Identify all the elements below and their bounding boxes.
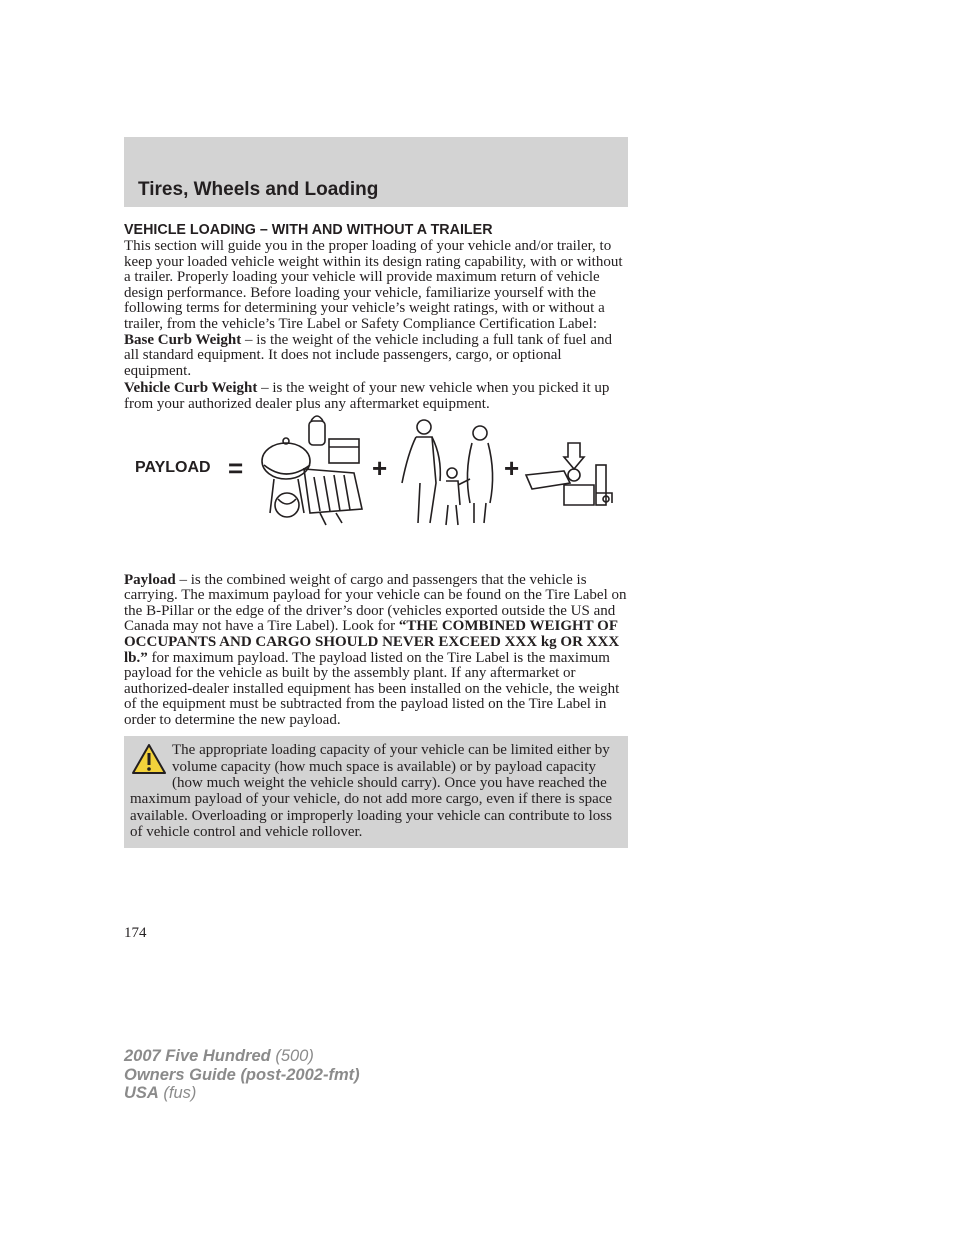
footer-line-3 — [124, 1084, 360, 1103]
footer-model-code: (500) — [270, 1047, 314, 1065]
payload-illustration — [124, 413, 630, 573]
vehicle-curb-weight-definition: – is the weight of your new vehicle when you picked it up from your authorized dealer plus any aftermarket equipment. — [124, 380, 610, 412]
cargo-icon — [262, 416, 362, 525]
chapter-title: Tires, Wheels and Loading — [138, 179, 379, 200]
payload-term: Payload — [124, 571, 176, 588]
section-heading: VEHICLE LOADING – WITH AND WITHOUT A TRAILER — [124, 222, 493, 238]
warning-text: The appropriate loading capacity of your vehicle can be limited either by volume capacity (how much space is available) or by payload capacity (how much weight the vehicle should carry). Once you have reached the maximum payload of your vehicle, do not add more cargo, even if there is space available. Overloading or improperly loading your vehicle can contribute to loss of vehicle control and vehicle rollover. — [130, 742, 613, 840]
payload-equation-graphic — [124, 413, 630, 573]
plus-sign-2: + — [504, 452, 520, 483]
intro-paragraph: This section will guide you in the proper loading of your vehicle and/or trailer, to keep your loaded vehicle weight within its design rating capability, with or without a trailer. Properly loading your vehicle will provide maximum return of vehicle design performance. Before loading your vehicle, familiarize yourself with the following terms for determining your vehicle’s weight ratings, with or without a trailer, from the vehicle’s Tire Label or Safety Compliance Certification Label: — [124, 238, 623, 332]
plus-sign-1: + — [372, 452, 388, 483]
page-content — [124, 221, 630, 848]
page-number: 174 — [124, 925, 147, 941]
equals-sign: = — [228, 452, 244, 483]
vehicle-curb-weight-paragraph — [124, 381, 630, 412]
payload-definition-part2: for maximum payload. The payload listed on the Tire Label is the maximum payload for the vehicle as built by the assembly plant. If any aftermarket or authorized-dealer installed equipment has been installed on the vehicle, the weight of the equipment must be subtracted from the payload listed on the Tire Label in order to determine the new payload. — [124, 649, 620, 728]
footer-market-code: (fus) — [158, 1084, 197, 1102]
payload-label-quote: “THE COMBINED WEIGHT OF OCCUPANTS AND CARGO SHOULD NEVER EXCEED XXX kg OR XXX lb.” — [124, 618, 620, 666]
section-header-band — [124, 137, 628, 207]
footer-model: 2007 Five Hundred — [124, 1047, 271, 1065]
payload-label: PAYLOAD — [135, 458, 211, 476]
base-curb-weight-definition: – is the weight of the vehicle including a full tank of fuel and all standard equipment. It does not include passengers, cargo, or optional equipment. — [124, 331, 612, 379]
footer-line-2 — [124, 1066, 360, 1085]
base-curb-weight-term: Base Curb Weight — [124, 331, 242, 348]
base-curb-weight-paragraph — [124, 333, 630, 380]
vehicle-curb-weight-term: Vehicle Curb Weight — [124, 380, 258, 397]
payload-paragraph — [124, 573, 630, 729]
trailer-tongue-icon — [526, 443, 612, 505]
document-footer — [124, 1047, 360, 1103]
footer-guide-type: Owners Guide (post-2002-fmt) — [124, 1065, 360, 1084]
warning-box — [124, 736, 628, 848]
footer-market: USA — [124, 1084, 159, 1102]
payload-definition-part1: – is the combined weight of cargo and passengers that the vehicle is carrying. The maximum payload for your vehicle can be found on the Tire Label on the B-Pillar or the edge of the driver’s door (vehicles exported outside the US and Canada may not have a Tire Label). Look for — [124, 571, 627, 635]
footer-line-1 — [124, 1047, 360, 1066]
passengers-icon — [402, 420, 493, 525]
warning-triangle-icon — [130, 742, 168, 776]
